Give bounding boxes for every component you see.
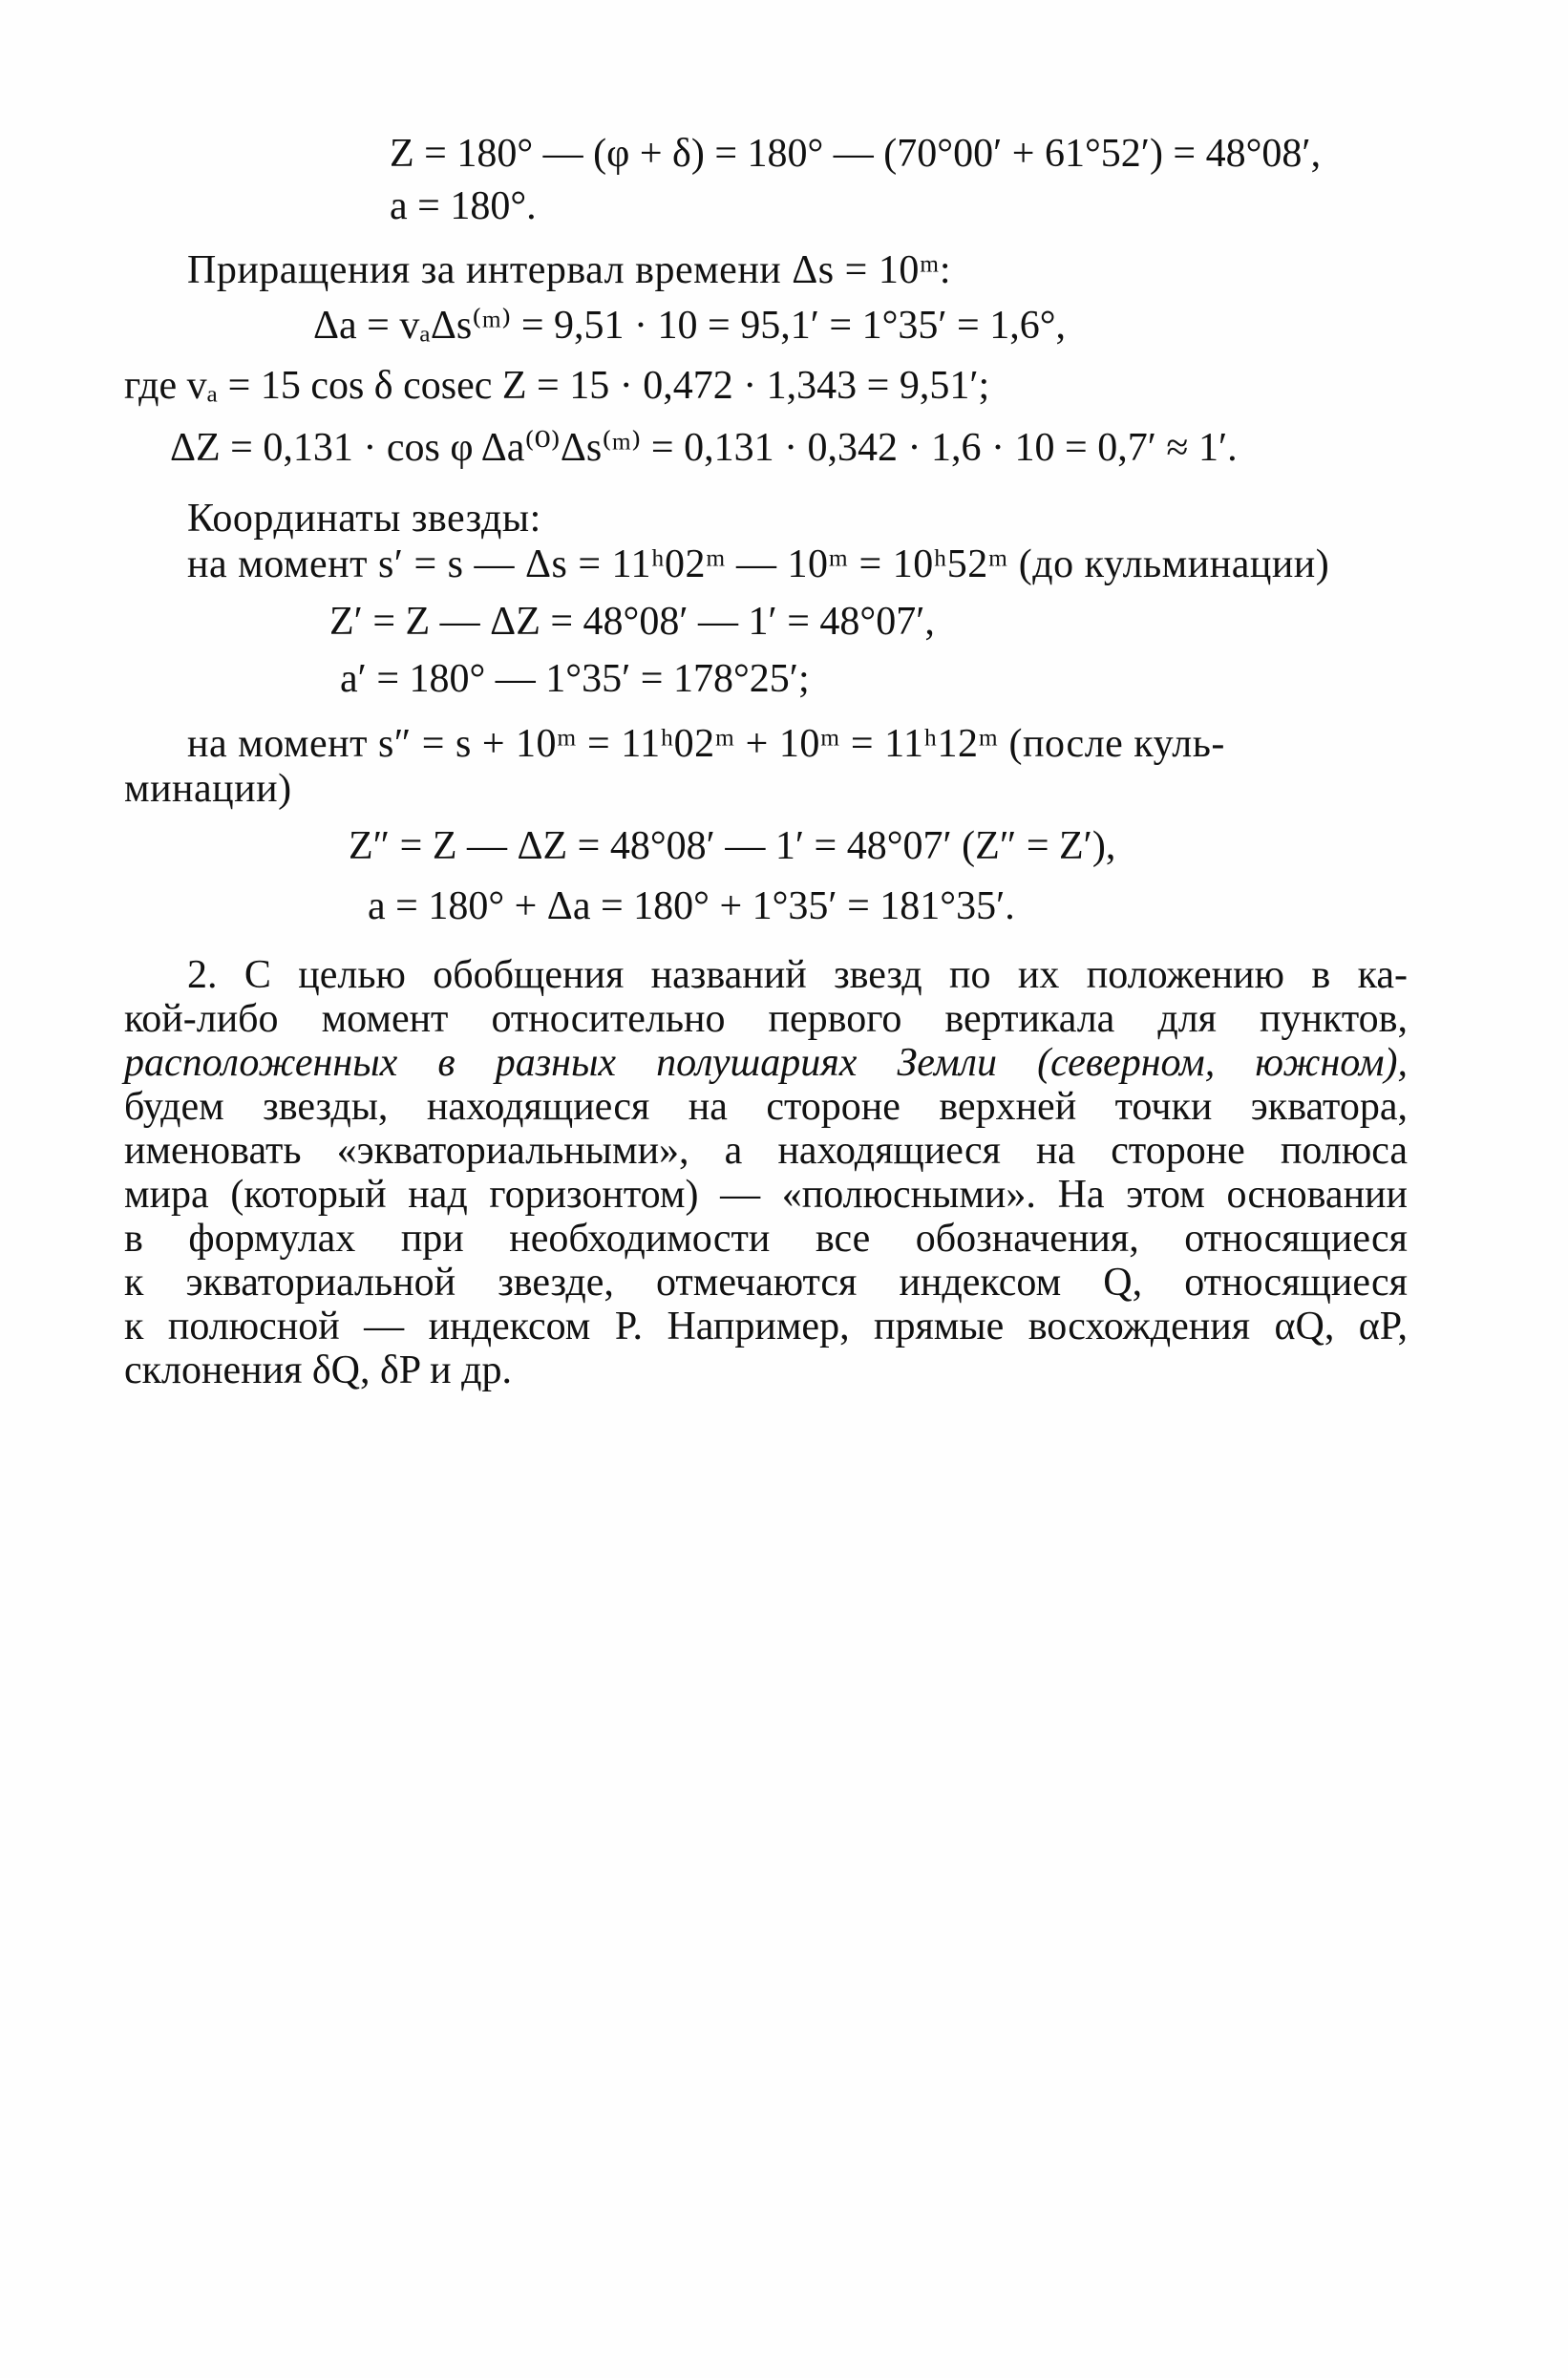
paragraph-2-line: к экваториальной звезде, отмечаются индексом Q, относящиеся <box>124 1261 1408 1305</box>
azimuth-formula: a = 180°. <box>390 184 537 228</box>
a-double-prime-formula: a = 180° + Δa = 180° + 1°35′ = 181°35′. <box>368 884 1015 928</box>
delta-z-formula: ΔZ = 0,131 · cos φ Δa⁽⁰⁾Δs⁽ᵐ⁾ = 0,131 · 0,342 · 1,6 · 10 = 0,7′ ≈ 1′. <box>170 426 1238 470</box>
paragraph-2-line: мира (который над горизонтом) — «полюсными». На этом основании <box>124 1173 1408 1217</box>
zenith-formula: Z = 180° — (φ + δ) = 180° — (70°00′ + 61°52′) = 48°08′, <box>390 132 1322 176</box>
a-prime-formula: a′ = 180° — 1°35′ = 178°25′; <box>340 657 810 701</box>
paragraph-2-line: будем звезды, находящиеся на стороне верхней точки экватора, <box>124 1085 1408 1129</box>
paragraph-2-line: расположенных в разных полушариях Земли (северном, южном), <box>124 1041 1408 1085</box>
paragraph-2-line: в формулах при необходимости все обозначения, относящиеся <box>124 1217 1408 1261</box>
va-formula: где vₐ = 15 cos δ cosec Z = 15 · 0,472 · 1,343 = 9,51′; <box>124 364 990 408</box>
moment-2-line-2: минации) <box>124 767 292 811</box>
paragraph-2-line: 2. С целью обобщения названий звезд по их положению в ка- <box>187 953 1408 997</box>
delta-a-formula: Δa = vₐΔs⁽ᵐ⁾ = 9,51 · 10 = 95,1′ = 1°35′ = 1,6°, <box>313 304 1067 348</box>
moment-2-line-1: на момент s″ = s + 10ᵐ = 11ʰ02ᵐ + 10ᵐ = 11ʰ12ᵐ (после куль- <box>187 722 1225 766</box>
paragraph-2-line: именовать «экваториальными», а находящиеся на стороне полюса <box>124 1129 1408 1173</box>
paragraph-2-line: склонения δQ, δP и др. <box>124 1348 512 1392</box>
coords-heading: Координаты звезды: <box>187 497 541 541</box>
paragraph-2-line: кой-либо момент относительно первого вертикала для пунктов, <box>124 997 1408 1041</box>
z-prime-formula: Z′ = Z — ΔZ = 48°08′ — 1′ = 48°07′, <box>329 600 935 644</box>
paragraph-2-line: к полюсной — индексом P. Например, прямые восхождения αQ, αP, <box>124 1305 1408 1348</box>
moment-1: на момент s′ = s — Δs = 11ʰ02ᵐ — 10ᵐ = 10ʰ52ᵐ (до кульминации) <box>187 542 1330 586</box>
z-double-prime-formula: Z″ = Z — ΔZ = 48°08′ — 1′ = 48°07′ (Z″ = Z′), <box>349 824 1116 868</box>
increments-intro: Приращения за интервал времени Δs = 10ᵐ: <box>187 248 952 292</box>
